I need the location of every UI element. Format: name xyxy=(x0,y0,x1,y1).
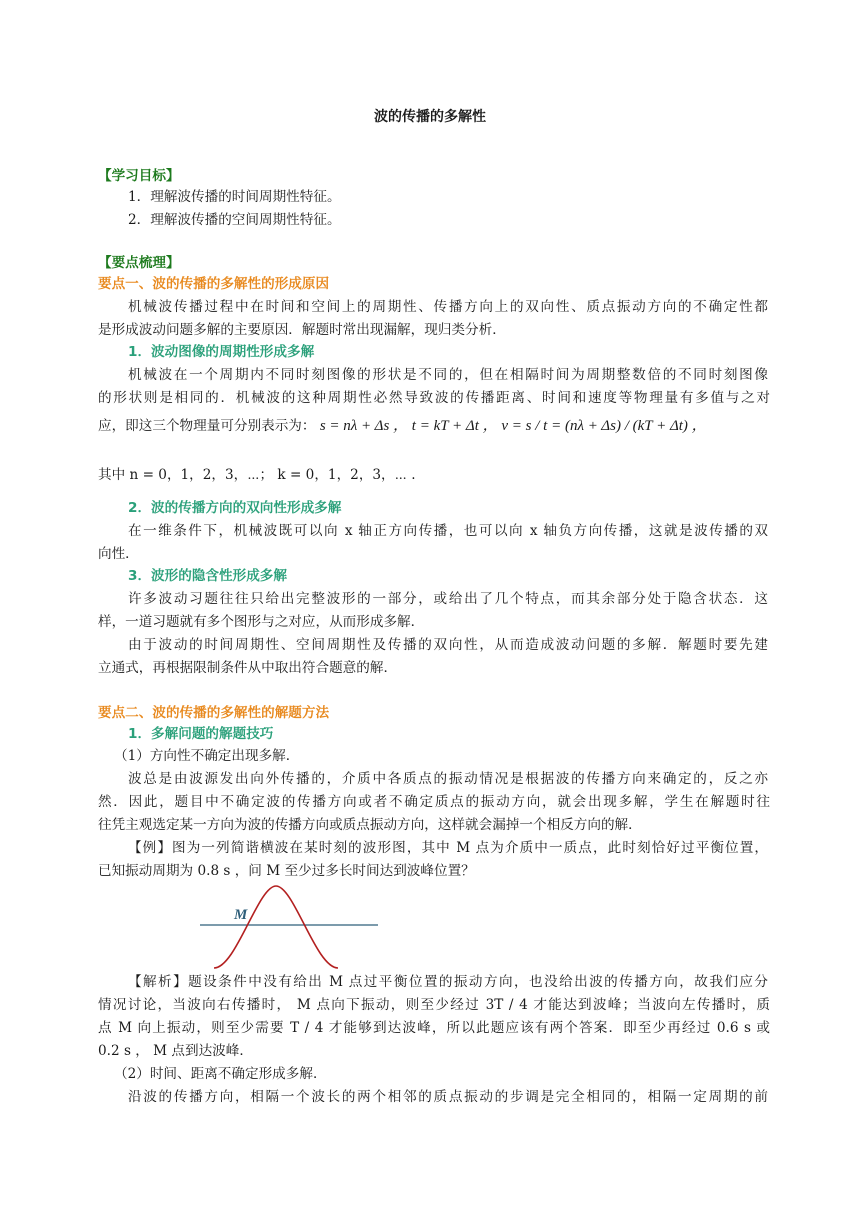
formula-lead: 应，即这三个物理量可分别表示为： xyxy=(98,418,316,434)
key-points-heading: 【要点梳理】 xyxy=(98,255,180,271)
case-two-label: （2）时间、距离不确定形成多解． xyxy=(114,1066,327,1082)
wave-figure xyxy=(196,880,386,970)
analysis-line: 【解析】题设条件中没有给出 M 点过平衡位置的振动方向，也没给出波的传播方向，故我们应分 xyxy=(128,974,768,990)
paragraph-line: 机械波传播过程中在时间和空间上的周期性、传播方向上的双向性、质点振动方向的不确定性都 xyxy=(128,299,768,315)
paragraph-line: 的形状则是相同的．机械波的这种周期性必然导致波的传播距离、时间和速度等物理量有多值与之对 xyxy=(98,390,770,406)
formula: s = nλ + Δs ， t = kT + Δt ， v = s / t = (nλ + Δs) / (kT + Δt) ， xyxy=(319,418,707,434)
goal-item-1: 1．理解波传播的时间周期性特征。 xyxy=(128,189,341,205)
case-one-label: （1）方向性不确定出现多解． xyxy=(114,748,300,764)
paragraph-line: 向性． xyxy=(98,546,139,562)
learning-goals-heading: 【学习目标】 xyxy=(98,168,180,184)
paragraph-line: 许多波动习题往往只给出完整波形的一部分，或给出了几个特点，而其余部分处于隐含状态．这 xyxy=(128,591,768,607)
paragraph-line: 立通式，再根据限制条件从中取出符合题意的解． xyxy=(98,660,398,676)
paragraph-line: 样，一道习题就有多个图形与之对应，从而形成多解． xyxy=(98,614,425,630)
paragraph-line: 沿波的传播方向，相隔一个波长的两个相邻的质点振动的步调是完全相同的，相隔一定周期的前 xyxy=(128,1089,768,1105)
subheading-periodicity: 1．波动图像的周期性形成多解 xyxy=(128,344,315,360)
goal-item-2: 2．理解波传播的空间周期性特征。 xyxy=(128,212,341,228)
page-title: 波的传播的多解性 xyxy=(374,109,486,125)
analysis-line: 点 M 向上振动，则至少需要 T / 4 才能够到达波峰，所以此题应该有两个答案．即至少再经过 0.6 s 或 xyxy=(98,1020,770,1036)
paragraph-line: 然．因此，题目中不确定波的传播方向或者不确定质点的振动方向，就会出现多解，学生在解题时往 xyxy=(98,794,770,810)
analysis-line: 0.2 s ， M 点到达波峰． xyxy=(98,1043,253,1059)
paragraph-line: 往凭主观选定某一方向为波的传播方向或质点振动方向，这样就会漏掉一个相反方向的解． xyxy=(98,817,642,833)
formula-range: 其中 n = 0，1，2，3，⋯； k = 0，1，2，3，⋯ . xyxy=(98,467,416,483)
paragraph-line: 波总是由波源发出向外传播的，介质中各质点的振动情况是根据波的传播方向来确定的，反之亦 xyxy=(128,771,768,787)
example-line: 已知振动周期为 0.8 s ，问 M 至少过多长时间达到波峰位置？ xyxy=(98,863,475,879)
wave-curve xyxy=(214,886,338,968)
point-two-heading: 要点二、波的传播的多解性的解题方法 xyxy=(98,705,330,721)
paragraph-line: 机械波在一个周期内不同时刻图像的形状是不同的，但在相隔时间为周期整数倍的不同时刻图像 xyxy=(128,367,768,383)
subheading-techniques: 1．多解问题的解题技巧 xyxy=(128,726,274,742)
paragraph-line: 由于波动的时间周期性、空间周期性及传播的双向性，从而造成波动问题的多解．解题时要先建 xyxy=(128,637,768,653)
point-one-heading: 要点一、波的传播的多解性的形成原因 xyxy=(98,276,330,292)
subheading-hidden: 3．波形的隐含性形成多解 xyxy=(128,568,287,584)
formula-line xyxy=(98,416,770,436)
subheading-direction: 2．波的传播方向的双向性形成多解 xyxy=(128,500,342,516)
paragraph-line: 是形成波动问题多解的主要原因．解题时常出现漏解，现归类分析． xyxy=(98,322,506,338)
example-line: 【例】图为一列简谐横波在某时刻的波形图，其中 M 点为介质中一质点，此时刻恰好过平衡位置， xyxy=(128,840,768,856)
point-m-label: M xyxy=(234,907,248,923)
paragraph-line: 在一维条件下，机械波既可以向 x 轴正方向传播，也可以向 x 轴负方向传播，这就是波传播的双 xyxy=(128,523,768,539)
analysis-line: 情况讨论，当波向右传播时， M 点向下振动，则至少经过 3T / 4 才能达到波峰；当波向左传播时，质 xyxy=(98,997,770,1013)
